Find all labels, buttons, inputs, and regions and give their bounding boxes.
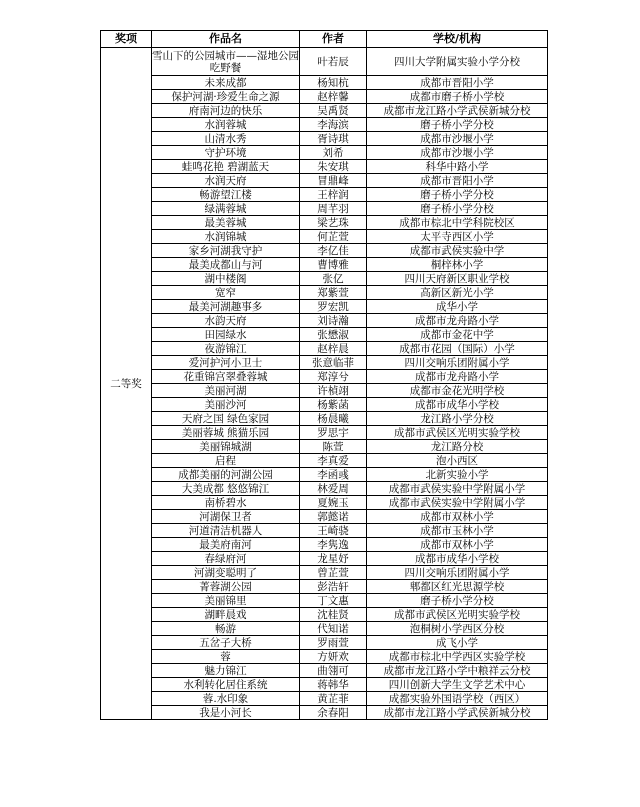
title-cell: 大美成都 悠悠锦江 xyxy=(152,482,300,496)
author-cell: 张亿 xyxy=(300,272,367,286)
table-row xyxy=(101,426,548,440)
author-cell: 张意临菲 xyxy=(300,356,367,370)
author-cell: 冒鼎峰 xyxy=(300,174,367,188)
header-title: 作品名 xyxy=(152,31,300,48)
table-row xyxy=(101,384,548,398)
school-cell: 成都市成华小学校 xyxy=(367,398,548,412)
title-cell: 美丽沙河 xyxy=(152,398,300,412)
author-cell: 王梓润 xyxy=(300,188,367,202)
school-cell: 成都市金花中学 xyxy=(367,328,548,342)
table-row xyxy=(101,538,548,552)
table-row xyxy=(101,622,548,636)
school-cell: 四川交响乐团附属小学 xyxy=(367,566,548,580)
table-row xyxy=(101,174,548,188)
title-cell: 蓉.水印象 xyxy=(152,692,300,706)
title-cell: 未来成都 xyxy=(152,76,300,90)
table-row xyxy=(101,706,548,720)
table-row xyxy=(101,664,548,678)
table-row xyxy=(101,76,548,90)
table-row xyxy=(101,202,548,216)
author-cell: 罗雨萱 xyxy=(300,636,367,650)
author-cell: 刘希 xyxy=(300,146,367,160)
table-row xyxy=(101,650,548,664)
school-cell: 磨子桥小学分校 xyxy=(367,118,548,132)
school-cell: 泡小西区 xyxy=(367,454,548,468)
title-cell: 宽窄 xyxy=(152,286,300,300)
school-cell: 成都市武侯实验中学 xyxy=(367,244,548,258)
title-cell: 湖畔晨戏 xyxy=(152,608,300,622)
title-cell: 守护环境 xyxy=(152,146,300,160)
author-cell: 方妍欢 xyxy=(300,650,367,664)
school-cell: 成都市晋阳小学 xyxy=(367,174,548,188)
author-cell: 周芊羽 xyxy=(300,202,367,216)
author-cell: 曹博雅 xyxy=(300,258,367,272)
table-row xyxy=(101,636,548,650)
school-cell: 成都市龙江路小学武侯新城分校 xyxy=(367,706,548,720)
school-cell: 太平寺西区小学 xyxy=(367,230,548,244)
title-cell: 水韵天府 xyxy=(152,314,300,328)
school-cell: 郫都区红光思源学校 xyxy=(367,580,548,594)
school-cell: 成都市龙江路小学中粮祥云分校 xyxy=(367,664,548,678)
school-cell: 四川交响乐团附属小学 xyxy=(367,356,548,370)
table-row xyxy=(101,356,548,370)
school-cell: 成都市沙堰小学 xyxy=(367,132,548,146)
school-cell: 四川创新大学生文学艺术中心 xyxy=(367,678,548,692)
school-cell: 成都市磨子桥小学校 xyxy=(367,90,548,104)
school-cell: 龙江路分校 xyxy=(367,440,548,454)
title-cell: 春绿府河 xyxy=(152,552,300,566)
title-cell: 田园绿水 xyxy=(152,328,300,342)
table-row xyxy=(101,524,548,538)
table-row xyxy=(101,48,548,76)
title-cell: 保护河湖·珍爱生命之源 xyxy=(152,90,300,104)
author-cell: 陈萱 xyxy=(300,440,367,454)
author-cell: 杨紫菡 xyxy=(300,398,367,412)
title-cell: 美丽蓉城 熊猫乐园 xyxy=(152,426,300,440)
title-cell: 畅游望江楼 xyxy=(152,188,300,202)
table-row xyxy=(101,692,548,706)
award-cell: 二等奖 xyxy=(101,48,152,720)
title-cell: 最美蓉城 xyxy=(152,216,300,230)
school-cell: 磨子桥小学分校 xyxy=(367,594,548,608)
author-cell: 郑紫萱 xyxy=(300,286,367,300)
title-cell: 雪山下的公园城市——湿地公园吃野餐 xyxy=(152,49,299,74)
title-cell: 蓉 xyxy=(152,650,300,664)
author-cell: 何芷萱 xyxy=(300,230,367,244)
school-cell: 成都市双林小学 xyxy=(367,538,548,552)
school-cell: 成都市玉林小学 xyxy=(367,524,548,538)
author-cell: 曾芷萱 xyxy=(300,566,367,580)
author-cell: 李隽逸 xyxy=(300,538,367,552)
school-cell: 成飞小学 xyxy=(367,636,548,650)
title-cell: 最美府南河 xyxy=(152,538,300,552)
title-cell: 美丽河湖 xyxy=(152,384,300,398)
title-cell: 爱河护河小卫士 xyxy=(152,356,300,370)
table-row xyxy=(101,608,548,622)
author-cell: 李真爱 xyxy=(300,454,367,468)
table-row xyxy=(101,146,548,160)
author-cell: 叶若辰 xyxy=(300,48,367,76)
title-cell: 美丽锦里 xyxy=(152,594,300,608)
school-cell: 成都市龙江路小学武侯新城分校 xyxy=(367,104,548,118)
author-cell: 李函彧 xyxy=(300,468,367,482)
school-cell: 高新区新光小学 xyxy=(367,286,548,300)
title-cell: 绿满蓉城 xyxy=(152,202,300,216)
title-cell: 家乡河湖我守护 xyxy=(152,244,300,258)
author-cell: 曲翎可 xyxy=(300,664,367,678)
header-author: 作者 xyxy=(300,31,367,48)
title-cell: 水润锦城 xyxy=(152,230,300,244)
table-row xyxy=(101,188,548,202)
author-cell: 沈桂贤 xyxy=(300,608,367,622)
table-row xyxy=(101,468,548,482)
school-cell: 成都市花园（国际）小学 xyxy=(367,342,548,356)
school-cell: 成都市龙舟路小学 xyxy=(367,314,548,328)
school-cell: 成华小学 xyxy=(367,300,548,314)
header-school: 学校/机构 xyxy=(367,31,548,48)
author-cell: 林爱周 xyxy=(300,482,367,496)
author-cell: 刘诗瀚 xyxy=(300,314,367,328)
table-row xyxy=(101,216,548,230)
table-row xyxy=(101,132,548,146)
title-cell: 南桥碧水 xyxy=(152,496,300,510)
table-row xyxy=(101,370,548,384)
author-cell: 李海滨 xyxy=(300,118,367,132)
table-row xyxy=(101,678,548,692)
author-cell: 罗宏凯 xyxy=(300,300,367,314)
table-row xyxy=(101,104,548,118)
title-cell: 河湖变聪明了 xyxy=(152,566,300,580)
title-cell: 我是小河长 xyxy=(152,706,300,720)
table-row xyxy=(101,566,548,580)
table-row xyxy=(101,482,548,496)
author-cell: 吴禹贤 xyxy=(300,104,367,118)
school-cell: 成都市龙舟路小学 xyxy=(367,370,548,384)
school-cell: 成都市棕北中学西区实验学校 xyxy=(367,650,548,664)
author-cell: 杨知杭 xyxy=(300,76,367,90)
title-cell: 夜游锦江 xyxy=(152,342,300,356)
table-row xyxy=(101,244,548,258)
table-row xyxy=(101,300,548,314)
author-cell: 黄芷菲 xyxy=(300,692,367,706)
table-row xyxy=(101,440,548,454)
table-row xyxy=(101,272,548,286)
header-row xyxy=(101,31,548,48)
title-cell: 畅游 xyxy=(152,622,300,636)
header-award: 奖项 xyxy=(101,31,152,48)
table-row xyxy=(101,118,548,132)
author-cell: 彭浩轩 xyxy=(300,580,367,594)
table-row xyxy=(101,160,548,174)
title-cell: 成都美丽的河湖公园 xyxy=(152,468,300,482)
school-cell: 成都市双林小学 xyxy=(367,510,548,524)
school-cell: 泡桐树小学西区分校 xyxy=(367,622,548,636)
table-row xyxy=(101,454,548,468)
table-row xyxy=(101,328,548,342)
school-cell: 成都市武侯实验中学附属小学 xyxy=(367,496,548,510)
author-cell: 张懋淑 xyxy=(300,328,367,342)
table-row xyxy=(101,398,548,412)
school-cell: 桐梓林小学 xyxy=(367,258,548,272)
school-cell: 成都市武侯实验中学附属小学 xyxy=(367,482,548,496)
title-cell: 五岔子大桥 xyxy=(152,636,300,650)
school-cell: 北新实验小学 xyxy=(367,468,548,482)
author-cell: 郭懿诺 xyxy=(300,510,367,524)
title-cell: 河道清洁机器人 xyxy=(152,524,300,538)
school-cell: 成都市沙堰小学 xyxy=(367,146,548,160)
school-cell: 磨子桥小学分校 xyxy=(367,188,548,202)
title-cell: 蛙鸣花艳 碧湖蓝天 xyxy=(152,160,300,174)
title-cell: 湖中楼阁 xyxy=(152,272,300,286)
school-cell: 四川大学附属实验小学分校 xyxy=(367,48,548,76)
school-cell: 成都市金花光明学校 xyxy=(367,384,548,398)
author-cell: 许楨翊 xyxy=(300,384,367,398)
table-row xyxy=(101,286,548,300)
author-cell: 梁艺珠 xyxy=(300,216,367,230)
awards-table xyxy=(100,30,548,720)
table-row xyxy=(101,258,548,272)
title-cell: 美丽锦城湖 xyxy=(152,440,300,454)
table-row xyxy=(101,230,548,244)
school-cell: 科华中路小学 xyxy=(367,160,548,174)
author-cell: 郑淳兮 xyxy=(300,370,367,384)
title-cell: 府南河边的快乐 xyxy=(152,104,300,118)
school-cell: 磨子桥小学分校 xyxy=(367,202,548,216)
table-row xyxy=(101,412,548,426)
table-body xyxy=(101,48,548,720)
table-row xyxy=(101,510,548,524)
author-cell: 蒋韩华 xyxy=(300,678,367,692)
author-cell: 朱安琪 xyxy=(300,160,367,174)
author-cell: 代知诺 xyxy=(300,622,367,636)
author-cell: 龙星妤 xyxy=(300,552,367,566)
author-cell: 夏婉玉 xyxy=(300,496,367,510)
author-cell: 余春阳 xyxy=(300,706,367,720)
table-row xyxy=(101,580,548,594)
school-cell: 成都市晋阳小学 xyxy=(367,76,548,90)
table-row xyxy=(101,90,548,104)
table-row xyxy=(101,552,548,566)
school-cell: 成都市武侯区光明实验学校 xyxy=(367,426,548,440)
title-cell: 水润蓉城 xyxy=(152,118,300,132)
author-cell: 杨晨曦 xyxy=(300,412,367,426)
author-cell: 罗思宇 xyxy=(300,426,367,440)
author-cell: 赵梓晨 xyxy=(300,342,367,356)
title-cell: 启程 xyxy=(152,454,300,468)
title-cell: 天府之国 绿色家园 xyxy=(152,412,300,426)
author-cell: 李亿佳 xyxy=(300,244,367,258)
author-cell: 胥诗琪 xyxy=(300,132,367,146)
school-cell: 成都实验外国语学校（西区） xyxy=(367,692,548,706)
table-row xyxy=(101,314,548,328)
author-cell: 王崎骁 xyxy=(300,524,367,538)
title-cell: 山清水秀 xyxy=(152,132,300,146)
title-cell: 最美河湖趣事多 xyxy=(152,300,300,314)
school-cell: 成都市棕北中学科院校区 xyxy=(367,216,548,230)
school-cell: 成都市成华小学校 xyxy=(367,552,548,566)
table-row xyxy=(101,496,548,510)
title-cell: 花重锦宫翠叠蓉城 xyxy=(152,370,300,384)
table-row xyxy=(101,594,548,608)
school-cell: 成都市武侯区光明实验学校 xyxy=(367,608,548,622)
title-cell: 魅力锦江 xyxy=(152,664,300,678)
school-cell: 龙江路小学分校 xyxy=(367,412,548,426)
title-cell: 水利转化居住系统 xyxy=(152,678,300,692)
school-cell: 四川天府新区职业学校 xyxy=(367,272,548,286)
title-cell: 最美成都山与河 xyxy=(152,258,300,272)
title-cell: 水润天府 xyxy=(152,174,300,188)
title-cell: 菁蓉湖公园 xyxy=(152,580,300,594)
table-row xyxy=(101,342,548,356)
author-cell: 丁文惠 xyxy=(300,594,367,608)
title-cell: 河湖保卫者 xyxy=(152,510,300,524)
author-cell: 赵梓馨 xyxy=(300,90,367,104)
